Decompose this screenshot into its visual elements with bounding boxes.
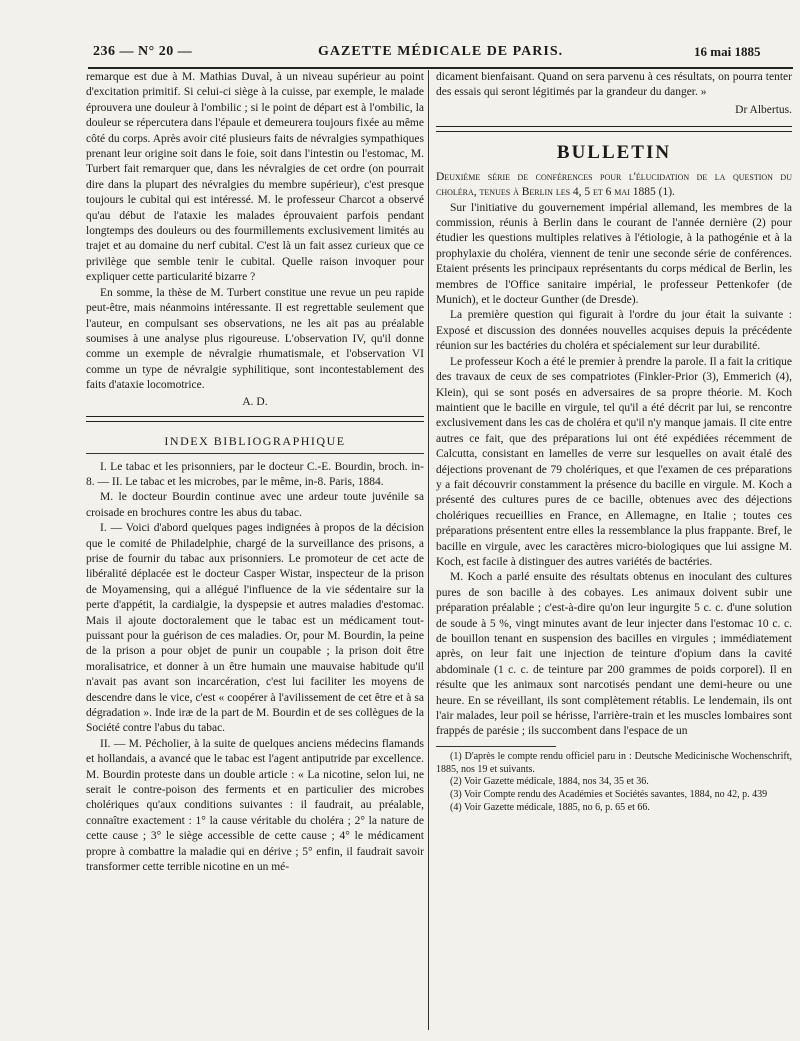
right-column bbox=[436, 70, 792, 1030]
page-number: 236 — N° 20 — bbox=[93, 44, 193, 59]
running-header bbox=[0, 40, 800, 68]
paragraph: La première question qui figurait à l'ordre du jour était la suivante : Exposé et discussion des données nouvelles acquises depuis la précédente réunion sur les bactéries du choléra et spécialement sur leur durabilité. bbox=[436, 309, 792, 353]
section-title: INDEX BIBLIOGRAPHIQUE bbox=[86, 432, 424, 454]
signature: A. D. bbox=[242, 395, 268, 408]
footnote: (3) Voir Compte rendu des Académies et Sociétés savantes, 1884, no 42, p. 439 bbox=[450, 789, 768, 801]
footnote: (4) Voir Gazette médicale, 1885, no 6, p. 65 et 66. bbox=[450, 802, 650, 814]
bibliographic-reference: I. Le tabac et les prisonniers, par le docteur C.-E. Bourdin, broch. in-8. — II. Le tabac et les microbes, par le même, in-8. Paris, 1884. bbox=[86, 460, 424, 488]
paragraph: Sur l'initiative du gouvernement impérial allemand, les membres de la commission, réunis à Berlin dans le courant de l'année dernière (2) pour étudier les questions multiples relatives à l'étiologie, à la pathogénie et à la prophylaxie du choléra, viennent de tenir une seconde série de conférences. Etaient présents les principaux représentants du corps médical de Berlin, les membres de l'Office sanitaire impérial, le professeur Pettenkofer (de Munich), et le docteur Gunther (de Dresde). bbox=[436, 201, 792, 307]
paragraph: I. — Voici d'abord quelques pages indignées à propos de la décision que le comité de Philadelphie, chargé de la surveillance des prisons, a prise de fournir du tabac aux prisonniers. Le promoteur de cet acte de libéralité déplacée est le docteur Casper Wistar, inspecteur de la prison de Moyamensing, qui a allégué l'influence de la vie sédentaire sur la perte d'appétit, la cardialgie, la dyspepsie et autres maladies d'estomac. Mais il ajoute doctoralement que le tabac est un médicament tout-puissant pour la guérison de ces maladies. Or, pour M. Bourdin, la peine de la prison a pour objet de punir un coupable ; la prison doit être moralisatrice, et donner à un être humain une mauvaise habitude qu'il n'avait pas avant son incarcération, c'est lui faciliter les moyens de descendre dans le vice, c'est « coopérer à l'avilissement de cet être et à sa dégradation ». Inde iræ de la part de M. Bourdin et de ses collègues de la Société contre l'abus du tabac. bbox=[86, 522, 424, 735]
paragraph: II. — M. Pécholier, à la suite de quelques anciens médecins flamands et hollandais, a avancé que le tabac est l'agent antiputride par excellence. M. Bourdin proteste dans un double article : « La nicotine, selon lui, ne serait le contre-poison des ferments et en particulier des microbes cholériques qu'aux conditions suivantes : il faudrait, au préalable, connaître exactement : 1° la cause véritable du choléra ; 2° la nature de cette cause ; 3° le siège accessible de cette cause ; 4° le médicament propre à combattre la maladie qui en dérive ; 5° enfin, il faudrait savoir transformer cette terrible nicotine en un mé- bbox=[86, 737, 424, 874]
bulletin-subtitle: Deuxième série de conférences pour l'élucidation de la question du choléra, tenues à Berlin les 4, 5 et 6 mai 1885 (1). bbox=[436, 170, 792, 199]
section-rule bbox=[86, 416, 424, 422]
paragraph: dicament bienfaisant. Quand on sera parvenu à ces résultats, on pourra tenter des essais qui seront légitimés par la grandeur du danger. » bbox=[436, 71, 792, 99]
bulletin-title: BULLETIN bbox=[556, 141, 672, 163]
left-column bbox=[86, 70, 424, 1030]
section-rule bbox=[436, 126, 792, 132]
footnotes bbox=[436, 751, 792, 815]
paragraph: remarque est due à M. Mathias Duval, à un niveau supérieur au point d'excitation primitif. Si celui-ci siège à la cuisse, par exemple, le malade éprouvera une douleur à l'ombilic ; si le point de départ est à l'ombilic, la douleur se répercutera dans l'épaule et demeurera toujours fixée au même côté du corps. Après avoir cité plusieurs faits de névralgies sympathiques prenant leur origine soit dans le foie, soit dans l'intestin ou l'estomac, M. Turbert fait remarquer que, dans les névralgies de cet ordre (on pourrait dire dans la plupart des névralgies du membre supérieur), c'est presque toujours le cubital qui est intéressé. M. le professeur Charcot a observé qu'au début de l'ataxie les malades éprouvaient parfois pendant longtemps des douleurs ou des fourmillements exclusivement limités au trajet et au domaine du nerf cubital. C'est là un fait assez curieux que ce privilège que semble tenir le cubital. Quelle raison invoquer pour expliquer cette particularité bizarre ? bbox=[86, 71, 424, 284]
header-rule bbox=[88, 67, 793, 69]
issue-date: 16 mai 1885 bbox=[694, 44, 761, 59]
column-divider bbox=[428, 70, 429, 1030]
footnote: (2) Voir Gazette médicale, 1884, nos 34, 35 et 36. bbox=[450, 776, 649, 788]
paragraph: En somme, la thèse de M. Turbert constitue une revue un peu rapide peut-être, mais néanmoins intéressante. Il est regrettable seulement que l'auteur, en compulsant ses observations, ne les ait pas au préalable soumises à une analyse plus rigoureuse. L'observation IV, qu'il donne comme un exemple de névralgie rhumatismale, et l'observation VI comme un type de névralgie syphilitique, sont incontestablement des faits d'ataxie locomotrice. bbox=[86, 286, 424, 392]
footnote: (1) D'après le compte rendu officiel paru in : Deutsche Medicinische Wochenschrift, 1885, nos 19 et suivants. bbox=[436, 750, 792, 775]
paragraph: M. Koch a parlé ensuite des résultats obtenus en inoculant des cultures pures de son bacille à des cobayes. Les animaux doivent subir une préparation préalable ; c'est-à-dire qu'on leur ingurgite 5 c. c. d'une solution de soude à 5 %, vingt minutes avant de leur injecter dans l'estomac 10 c. c. de bouillon tenant en suspension des bacilles en virgules ; immédiatement après, on leur fait une injection de teinture d'opium dans la cavité abdominale (1 c. c. de teinture par 200 grammes de poids corporel). Il en résulte que les animaux sont narcotisés pendant une demi-heure ou une heure. En se réveillant, ils sont complètement rétablis. Le lendemain, ils ont l'air malades, leur poil se hérisse, l'arrière-train et les muscles lombaires sont frappés de parésie ; ils succombent dans l'espace de un bbox=[436, 571, 792, 738]
paragraph: M. le docteur Bourdin continue avec une ardeur toute juvénile sa croisade en brochures contre les abus du tabac. bbox=[86, 491, 424, 519]
paragraph: Le professeur Koch a été le premier à prendre la parole. Il a fait la critique des travaux de ceux de ses compatriotes (Finkler-Prior (3), Emmerich (4), Klein), qui se sont posés en adversaires de sa propre théorie. M. Koch maintient que le bacille en virgule, tel qu'il a été décrit par lui, se rencontre exclusivement dans les cas de choléra et qu'il n'y manque jamais. Il cite entre autres ce fait, que des préparations lui ont été expédiées récemment de Calcutta, consistant en lamelles de verre sur lesquelles on avait étalé des déjections provenant de 79 cholériques, et que l'examen de ces préparations y a fait découvrir constamment la présence du bacille en virgule. M. Koch a présenté des cultures pures de ce bacille, obtenues avec des déjections cholériques recueillies en France, en Allemagne, en Italie ; toutes ces préparations présentent entre elles la ressemblance la plus frappante. Bref, le bacille en virgule, avec les caractères micro-biologiques que lui assigne M. Koch, est facile à distinguer des autres variétés de bactéries. bbox=[436, 355, 792, 568]
footnote-rule bbox=[436, 746, 556, 747]
journal-title: GAZETTE MÉDICALE DE PARIS. bbox=[318, 44, 564, 59]
signature: Dr Albertus. bbox=[735, 103, 792, 116]
